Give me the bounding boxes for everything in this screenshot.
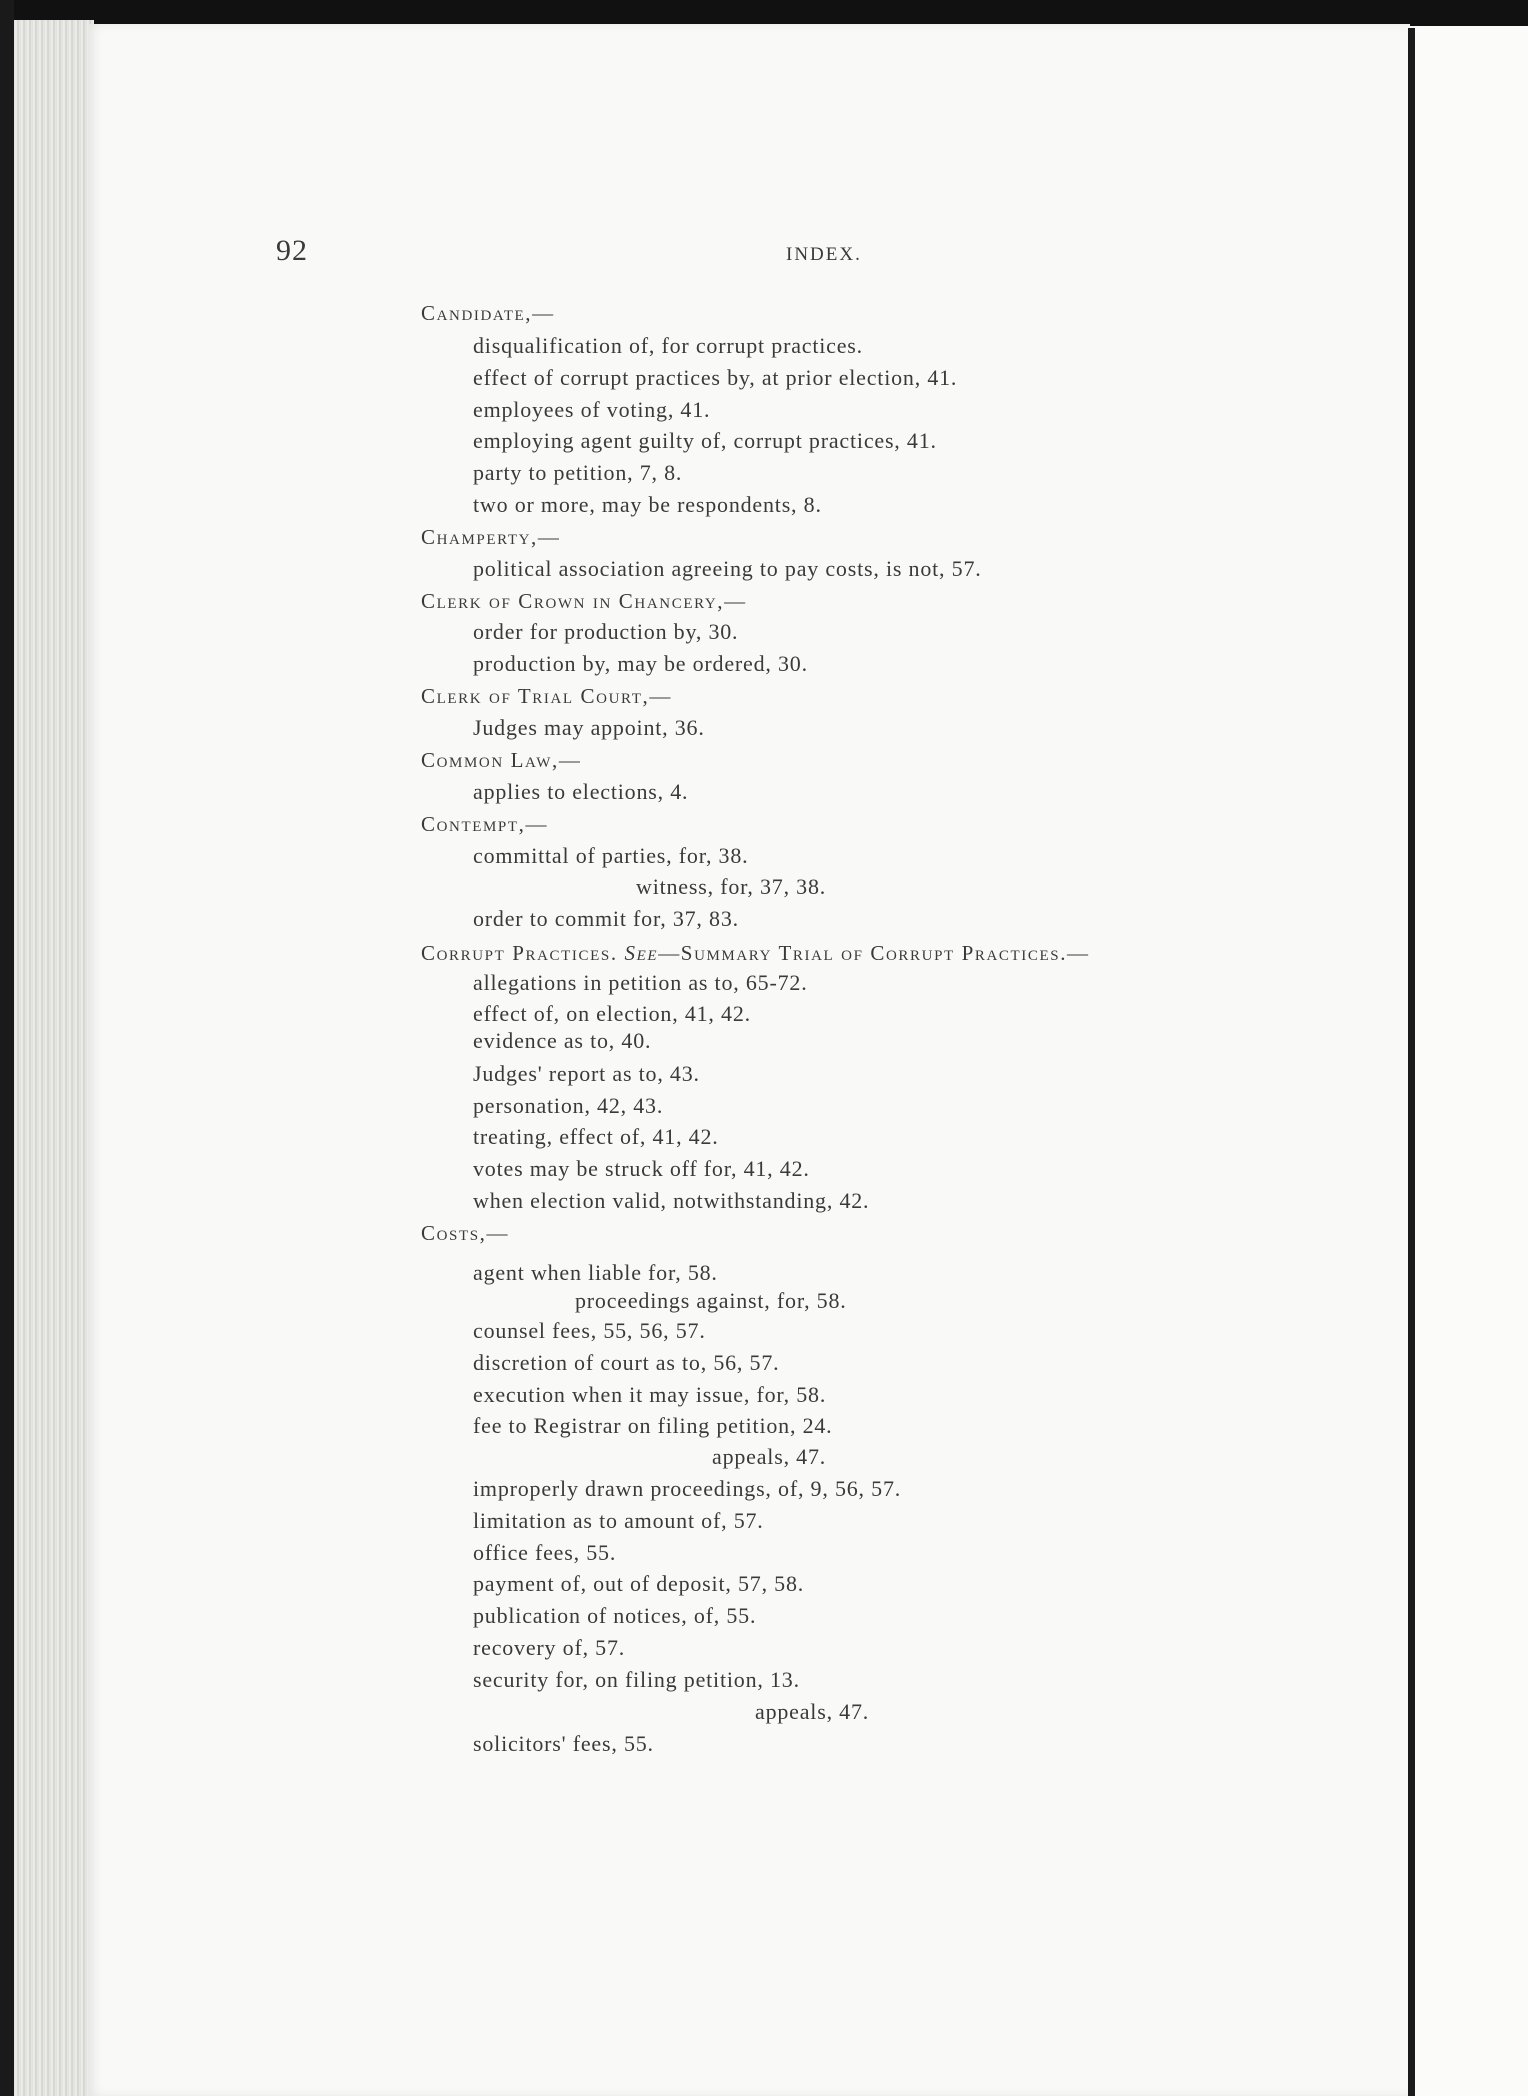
see-target: —Summary Trial of Corrupt Practices.— [658, 941, 1090, 965]
index-heading [421, 1220, 509, 1246]
index-continuation: proceedings against, for, 58. [575, 1288, 847, 1313]
index-heading [421, 588, 747, 614]
index-subentry: political association agreeing to pay costs, is not, 57. [473, 556, 982, 581]
book-page-edges [14, 20, 94, 2096]
index-subentry: production by, may be ordered, 30. [473, 651, 808, 676]
index-heading [421, 811, 548, 837]
index-subentry: when election valid, notwithstanding, 42. [473, 1188, 870, 1213]
index-subentry: applies to elections, 4. [473, 779, 689, 804]
index-continuation: witness, for, 37, 38. [636, 874, 827, 899]
book-gutter [1408, 28, 1415, 2096]
index-subentry: effect of, on election, 41, 42. [473, 1001, 751, 1026]
index-continuation: appeals, 47. [755, 1699, 870, 1724]
heading-text: Costs,— [421, 1221, 510, 1245]
heading-text: Corrupt Practices. [421, 941, 618, 965]
page-number: 92 [276, 234, 308, 267]
index-subentry: employing agent guilty of, corrupt practices, 41. [473, 428, 937, 453]
scan-frame-top [0, 0, 1528, 26]
index-subentry: discretion of court as to, 56, 57. [473, 1350, 780, 1375]
heading-text: Clerk of Trial Court,— [421, 684, 672, 708]
index-subentry: solicitors' fees, 55. [473, 1731, 654, 1756]
index-subentry: effect of corrupt practices by, at prior election, 41. [473, 365, 958, 390]
index-subentry: counsel fees, 55, 56, 57. [473, 1318, 706, 1343]
index-subentry: employees of voting, 41. [473, 397, 711, 422]
index-subentry: Judges may appoint, 36. [473, 715, 705, 740]
index-subentry: payment of, out of deposit, 57, 58. [473, 1571, 805, 1596]
index-subentry: votes may be struck off for, 41, 42. [473, 1156, 810, 1181]
index-heading [421, 747, 582, 773]
index-subentry: execution when it may issue, for, 58. [473, 1382, 827, 1407]
index-heading [421, 300, 555, 326]
index-subentry: order for production by, 30. [473, 619, 739, 644]
scan-frame-left [0, 0, 14, 2096]
index-heading [421, 940, 1090, 966]
heading-text: Common Law,— [421, 748, 582, 772]
index-subentry: party to petition, 7, 8. [473, 460, 683, 485]
index-subentry: office fees, 55. [473, 1540, 617, 1565]
index-subentry: disqualification of, for corrupt practices. [473, 333, 863, 358]
index-subentry: evidence as to, 40. [473, 1028, 652, 1053]
index-subentry: improperly drawn proceedings, of, 9, 56, 57. [473, 1476, 902, 1501]
index-subentry: recovery of, 57. [473, 1635, 626, 1660]
index-subentry: agent when liable for, 58. [473, 1260, 718, 1285]
index-heading [421, 524, 560, 550]
index-subentry: order to commit for, 37, 83. [473, 906, 739, 931]
see-reference: See [624, 941, 659, 965]
index-subentry: two or more, may be respondents, 8. [473, 492, 822, 517]
index-subentry: publication of notices, of, 55. [473, 1603, 757, 1628]
heading-text: Candidate,— [421, 301, 555, 325]
index-subentry: treating, effect of, 41, 42. [473, 1124, 719, 1149]
index-continuation: appeals, 47. [712, 1444, 827, 1469]
index-subentry: security for, on filing petition, 13. [473, 1667, 800, 1692]
index-subentry: limitation as to amount of, 57. [473, 1508, 764, 1533]
heading-text: Contempt,— [421, 812, 549, 836]
facing-page [1415, 26, 1528, 2096]
heading-text: Champerty,— [421, 525, 561, 549]
index-subentry: personation, 42, 43. [473, 1093, 664, 1118]
index-subentry: fee to Registrar on filing petition, 24. [473, 1413, 833, 1438]
index-subentry: allegations in petition as to, 65-72. [473, 970, 808, 995]
running-head: INDEX. [786, 244, 862, 265]
index-subentry: Judges' report as to, 43. [473, 1061, 700, 1086]
index-subentry: committal of parties, for, 38. [473, 843, 749, 868]
heading-text: Clerk of Crown in Chancery,— [421, 589, 747, 613]
index-heading [421, 683, 672, 709]
